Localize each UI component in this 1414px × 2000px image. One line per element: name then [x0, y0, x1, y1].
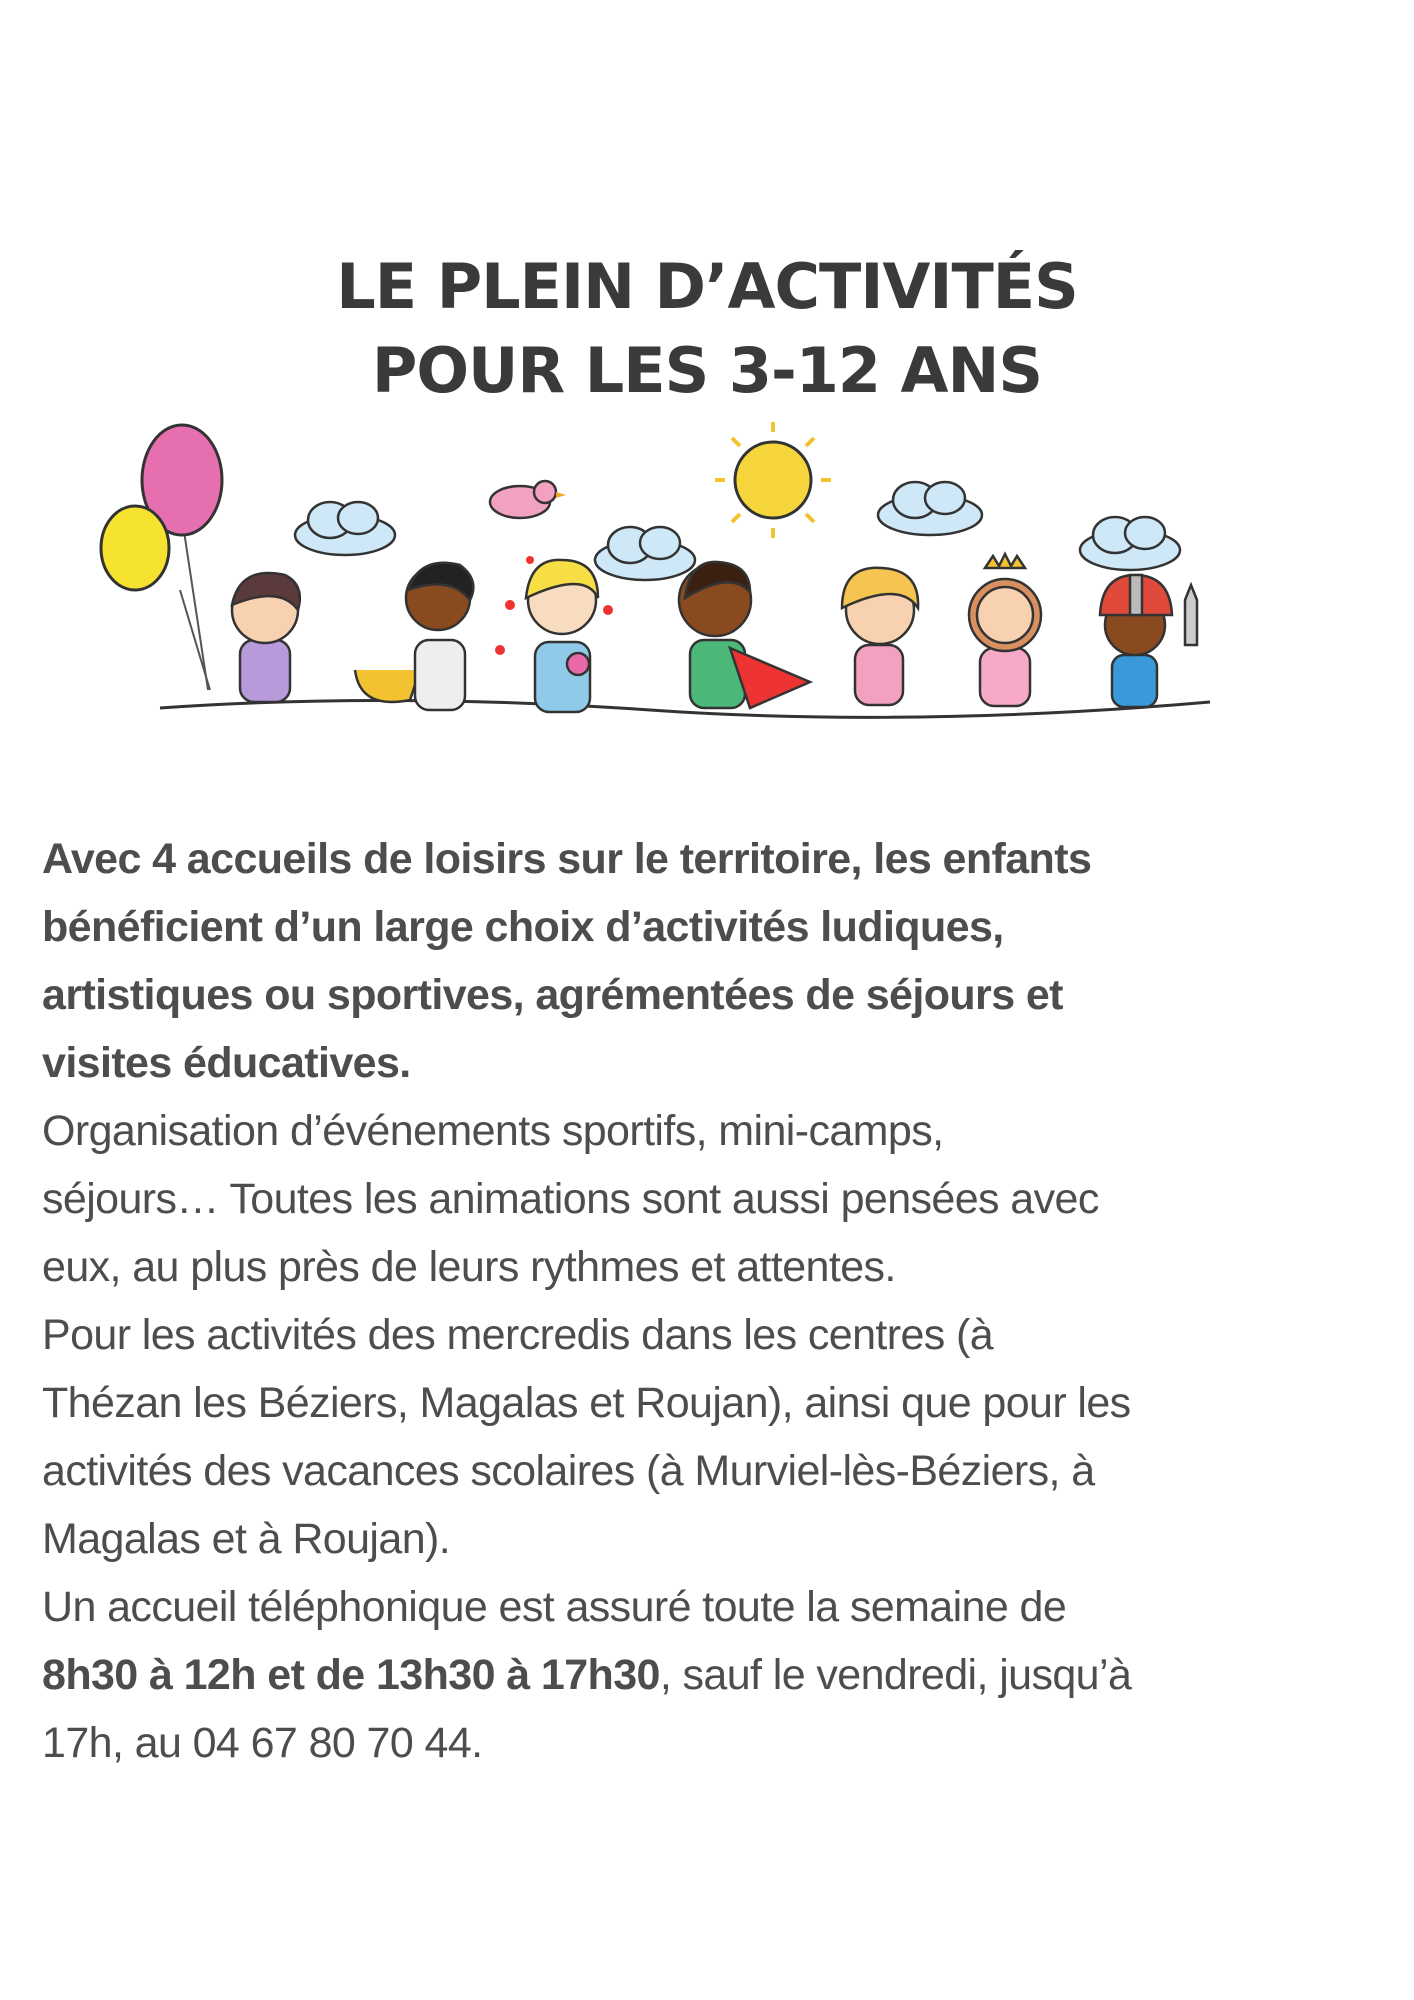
title-line-1: LE PLEIN D’ACTIVITÉS	[336, 250, 1078, 323]
child-figure	[1100, 575, 1197, 707]
child-figure	[679, 562, 810, 708]
saxophone-icon	[355, 670, 420, 702]
intro-line: artistiques ou sportives, agrémentées de séjours et	[42, 971, 1063, 1019]
page-title	[0, 245, 1414, 413]
phone-line: Un accueil téléphonique est assuré toute la semaine de	[42, 1583, 1067, 1631]
intro-line: visites éducatives.	[42, 1039, 411, 1087]
phone-line	[42, 1641, 1402, 1709]
centres-line: Thézan les Béziers, Magalas et Roujan), ainsi que pour les	[42, 1379, 1131, 1427]
intro-line: bénéficient d’un large choix d’activités ludiques,	[42, 903, 1004, 951]
phone-line-rest: , sauf le vendredi, jusqu’à	[659, 1651, 1132, 1699]
child-figure	[842, 568, 918, 705]
cloud-icon	[295, 502, 395, 555]
children-parade-illustration	[90, 420, 1250, 730]
child-figure	[406, 563, 473, 710]
intro-line: Avec 4 accueils de loisirs sur le territoire, les enfants	[42, 835, 1092, 883]
sun-icon	[715, 422, 831, 538]
events-line: Organisation d’événements sportifs, mini-camps,	[42, 1107, 944, 1155]
centres-line: Pour les activités des mercredis dans les centres (à	[42, 1311, 994, 1359]
child-figure	[526, 560, 598, 712]
ground-line	[160, 700, 1210, 717]
centres-line: activités des vacances scolaires (à Murviel-lès-Béziers, à	[42, 1447, 1095, 1495]
cloud-icon	[878, 482, 982, 535]
child-figure	[969, 554, 1041, 706]
events-line: eux, au plus près de leurs rythmes et attentes.	[42, 1243, 896, 1291]
phone-number-line: 17h, au 04 67 80 70 44.	[42, 1719, 483, 1767]
child-figure	[232, 573, 300, 702]
opening-hours: 8h30 à 12h et de 13h30 à 17h30	[42, 1651, 660, 1699]
bird-icon	[490, 481, 566, 518]
cloud-icon	[595, 527, 695, 580]
centres-line: Magalas et à Roujan).	[42, 1515, 451, 1563]
title-line-2: POUR LES 3-12 ANS	[371, 334, 1043, 407]
cloud-icon	[1080, 517, 1180, 570]
balloons-icon	[101, 425, 222, 690]
description-text	[42, 825, 1402, 1777]
events-line: séjours… Toutes les animations sont aussi pensées avec	[42, 1175, 1099, 1223]
